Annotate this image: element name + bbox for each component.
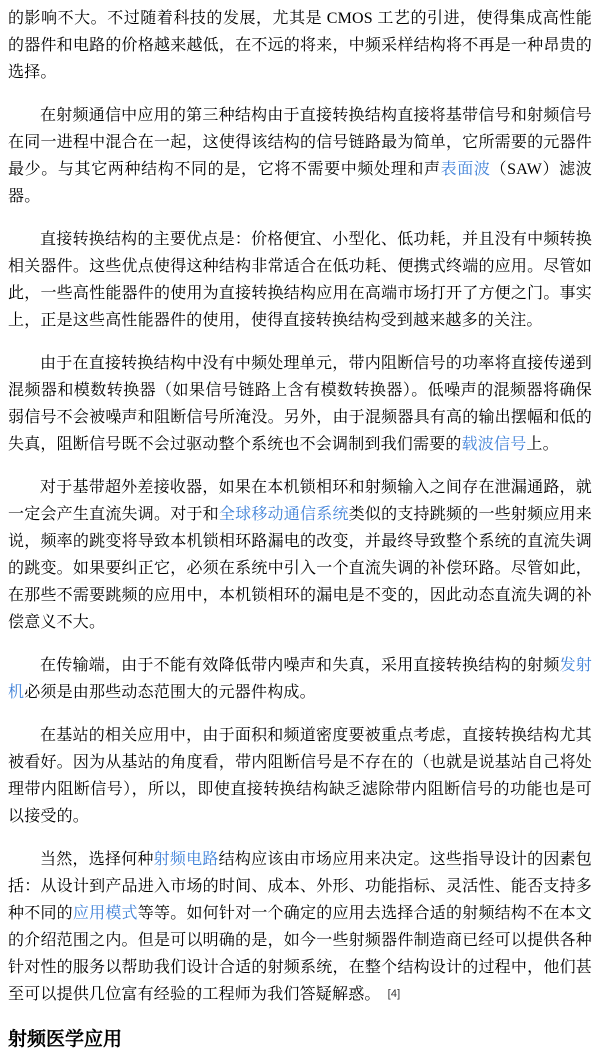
paragraph-text: 结构应该由市场应用来决定。这些指导设计的因素包括：从设计到产品进入市场的时间、成本、外形、功能指标、灵活性、能否支持多种不同的 [8, 851, 592, 922]
paragraph-text: 当然，选择何种 [40, 851, 154, 868]
paragraph-container [8, 5, 592, 1008]
paragraph [8, 5, 592, 86]
paragraph-text: 在基站的相关应用中，由于面积和频道密度要被重点考虑，直接转换结构尤其被看好。因为从基站的角度看，带内阻断信号是不存在的（也就是说基站自己将处理带内阻断信号），所以，即使直接转换结构缺乏滤除带内阻断信号的功能也是可以接受的。 [8, 727, 592, 825]
inline-link[interactable]: 载波信号 [461, 436, 527, 453]
paragraph-text: 的影响不大。不过随着科技的发展，尤其是 CMOS 工艺的引进，使得集成高性能的器件和电路的价格越来越低，在不远的将来，中频采样结构将不再是一种昂贵的选择。 [8, 10, 592, 81]
paragraph [8, 722, 592, 830]
paragraph-text: 上。 [526, 436, 559, 453]
inline-link[interactable]: 射频电路 [153, 851, 219, 868]
paragraph-text: 直接转换结构的主要优点是：价格便宜、小型化、低功耗，并且没有中频转换相关器件。这些优点使得这种结构非常适合在低功耗、便携式终端的应用。尽管如此，一些高性能器件的使用为直接转换结构应用在高端市场打开了方便之门。事实上，正是这些高性能器件的使用，使得直接转换结构受到越来越多的关注。 [8, 231, 592, 329]
inline-link[interactable]: 应用模式 [72, 905, 138, 922]
paragraph-text: 由于在直接转换结构中没有中频处理单元，带内阻断信号的功率将直接传递到混频器和模数转换器（如果信号链路上含有模数转换器）。低噪声的混频器将确保弱信号不会被噪声和阻断信号所淹没。另外，由于混频器具有高的输出摆幅和低的失真，阻断信号既不会过驱动整个系统也不会调制到我们需要的 [8, 355, 592, 453]
inline-link[interactable]: 表面波 [440, 161, 491, 178]
article-body [8, 5, 592, 1051]
paragraph-text: 必须是由那些动态范围大的元器件构成。 [24, 684, 316, 701]
paragraph-text: （SAW）滤波器。 [8, 161, 592, 205]
paragraph-text: 类似的支持跳频的一些射频应用来说，频率的跳变将导致本机锁相环路漏电的改变，并最终导致整个系统的直流失调的跳变。如果要纠正它，必须在系统中引入一个直流失调的补偿环路。尽管如此，在那些不需要跳频的应用中，本机锁相环的漏电是不变的，因此动态直流失调的补偿意义不大。 [8, 506, 592, 631]
paragraph-text: 对于基带超外差接收器，如果在本机锁相环和射频输入之间存在泄漏通路，就一定会产生直流失调。对于和 [8, 479, 592, 523]
inline-link[interactable]: 发射机 [8, 657, 592, 701]
paragraph-text: 等等。如何针对一个确定的应用去选择合适的射频结构不在本文的介绍范围之内。但是可以明确的是，如今一些射频器件制造商已经可以提供各种针对性的服务以帮助我们设计合适的射频系统，在整个结构设计的过程中，他们甚至可以提供几位富有经验的工程师为我们答疑解惑。 [8, 905, 592, 1003]
paragraph-text: 在射频通信中应用的第三种结构由于直接转换结构直接将基带信号和射频信号在同一进程中混合在一起，这使得该结构的信号链路最为简单，它所需要的元器件最少。与其它两种结构不同的是，它将不需要中频处理和声 [8, 107, 592, 178]
paragraph [8, 652, 592, 706]
section-heading: 射频医学应用 [8, 1029, 123, 1050]
paragraph [8, 350, 592, 458]
paragraph [8, 226, 592, 334]
paragraph [8, 474, 592, 636]
paragraph-text: 在传输端，由于不能有效降低带内噪声和失真，采用直接转换结构的射频 [40, 657, 560, 674]
paragraph [8, 102, 592, 210]
inline-link[interactable]: 全球移动通信系统 [218, 506, 349, 523]
reference-marker[interactable]: [4] [387, 988, 401, 1000]
paragraph [8, 846, 592, 1008]
